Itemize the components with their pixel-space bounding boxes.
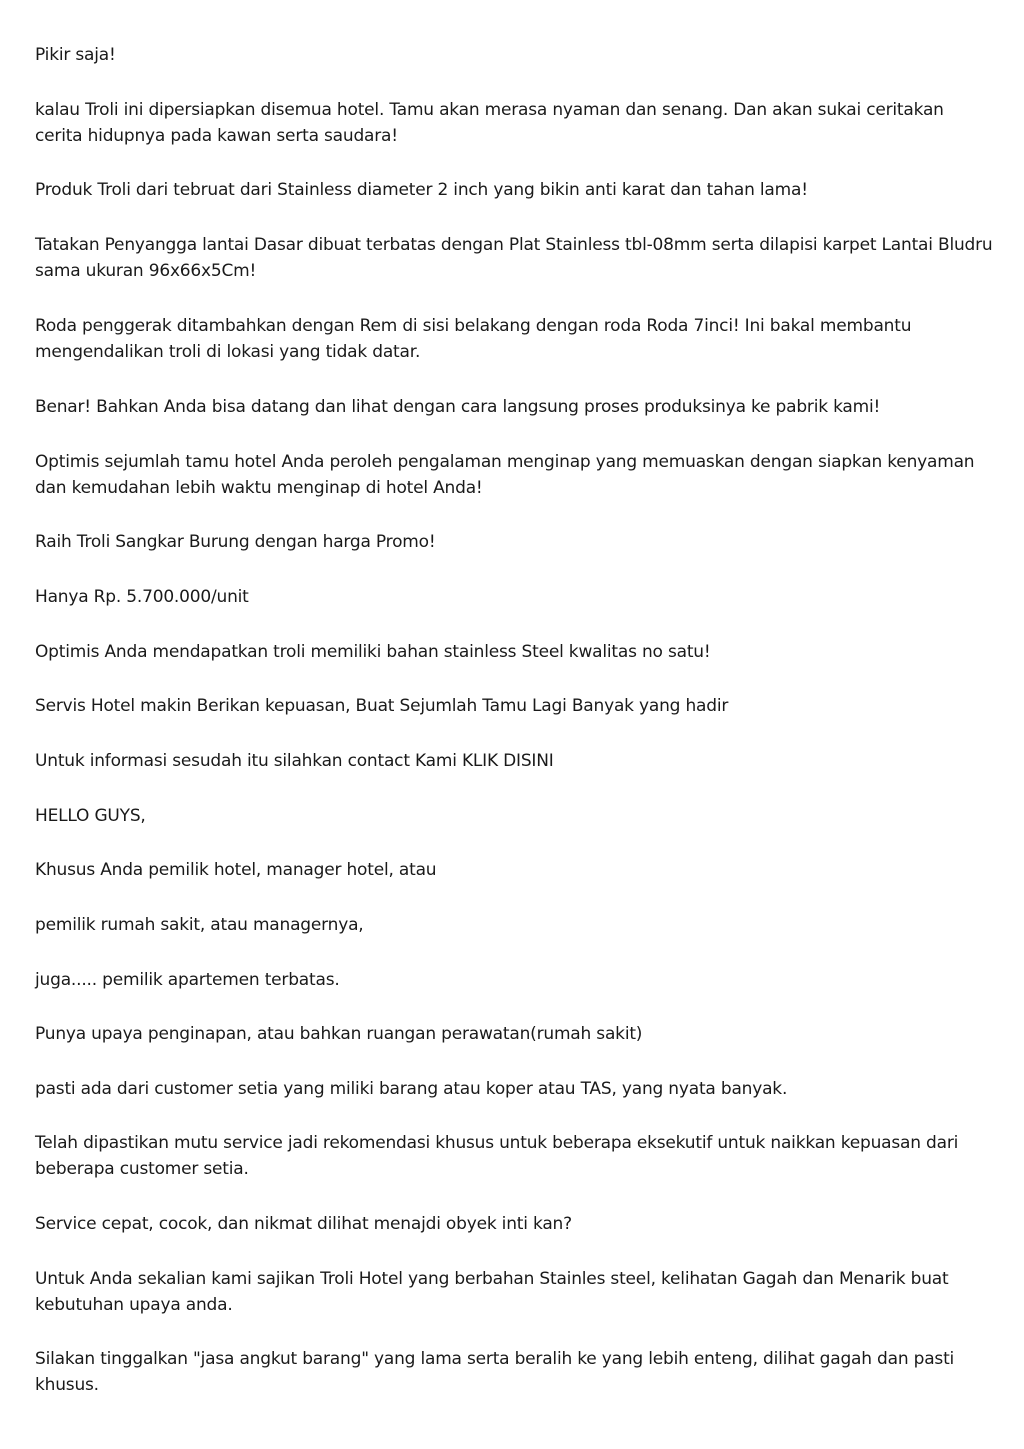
paragraph-21: Untuk Anda sekalian kami sajikan Troli Hotel yang berbahan Stainles steel, kelihatan Gagah dan Menarik buat kebutuhan upaya anda. [35,1269,949,1315]
paragraph-20: Service cepat, cocok, dan nikmat dilihat menajdi obyek inti kan? [35,1214,572,1234]
paragraph-2: kalau Troli ini dipersiapkan disemua hotel. Tamu akan merasa nyaman dan senang. Dan akan sukai ceritakan cerita hidupnya pada kawan serta saudara! [35,100,944,146]
paragraph-17: Punya upaya penginapan, atau bahkan ruangan perawatan(rumah sakit) [35,1024,643,1044]
paragraph-15: pemilik rumah sakit, atau managernya, [35,915,364,935]
paragraph-1: Pikir saja! [35,45,116,65]
paragraph-6: Benar! Bahkan Anda bisa datang dan lihat dengan cara langsung proses produksinya ke pabrik kami! [35,397,881,417]
paragraph-12: Untuk informasi sesudah itu silahkan contact Kami KLIK DISINI [35,751,554,771]
price-line: Hanya Rp. 5.700.000/unit [35,587,249,607]
paragraph-4: Tatakan Penyangga lantai Dasar dibuat terbatas dengan Plat Stainless tbl-08mm serta dilapisi karpet Lantai Bludru sama ukuran 96x66x5Cm! [35,235,993,281]
paragraph-14: Khusus Anda pemilik hotel, manager hotel, atau [35,860,437,880]
paragraph-7: Optimis sejumlah tamu hotel Anda peroleh pengalaman menginap yang memuaskan dengan siapkan kenyaman dan kemudahan lebih waktu menginap di hotel Anda! [35,452,975,498]
paragraph-3: Produk Troli dari tebruat dari Stainless diameter 2 inch yang bikin anti karat dan tahan lama! [35,180,808,200]
paragraph-19: Telah dipastikan mutu service jadi rekomendasi khusus untuk beberapa eksekutif untuk naikkan kepuasan dari beberapa customer setia. [35,1133,959,1179]
paragraph-11: Servis Hotel makin Berikan kepuasan, Buat Sejumlah Tamu Lagi Banyak yang hadir [35,696,729,716]
paragraph-8: Raih Troli Sangkar Burung dengan harga Promo! [35,532,436,552]
paragraph-22: Silakan tinggalkan "jasa angkut barang" yang lama serta beralih ke yang lebih enteng, dilihat gagah dan pasti khusus. [35,1349,955,1395]
paragraph-13: HELLO GUYS, [35,806,146,826]
paragraph-16: juga..... pemilik apartemen terbatas. [35,970,340,990]
paragraph-5: Roda penggerak ditambahkan dengan Rem di sisi belakang dengan roda Roda 7inci! Ini bakal membantu mengendalikan troli di lokasi yang tidak datar. [35,316,912,362]
paragraph-10: Optimis Anda mendapatkan troli memiliki bahan stainless Steel kwalitas no satu! [35,642,711,662]
paragraph-18: pasti ada dari customer setia yang miliki barang atau koper atau TAS, yang nyata banyak. [35,1079,788,1099]
